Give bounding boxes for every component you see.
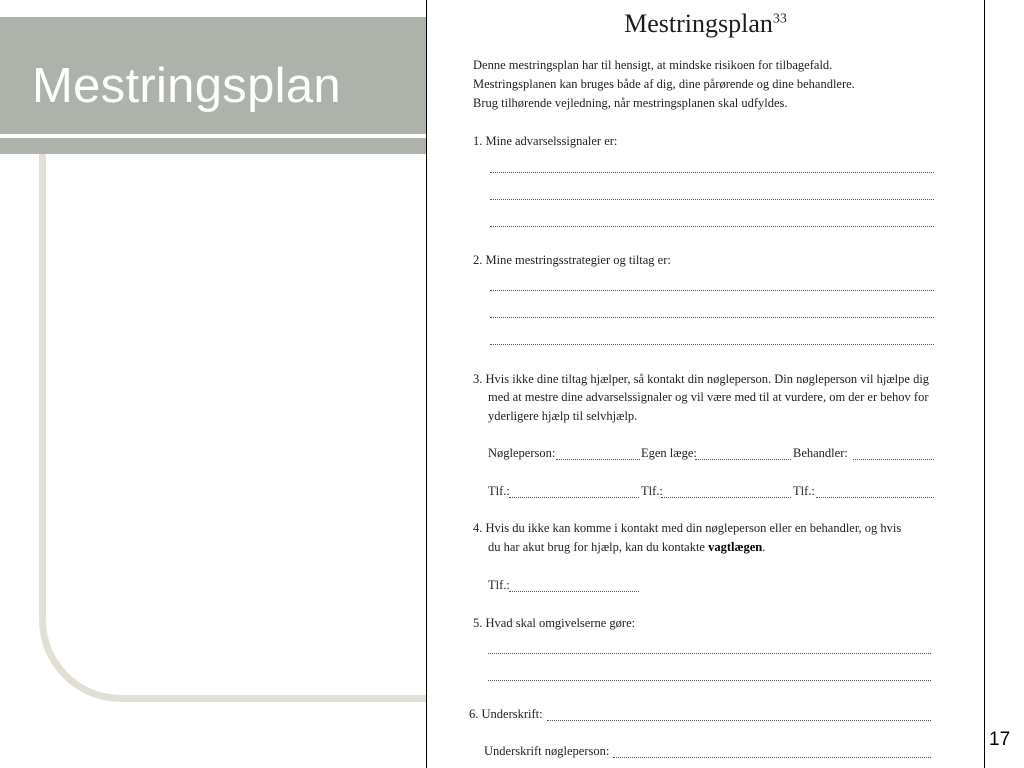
intro-line: Denne mestringsplan har til hensigt, at mindske risikoen for tilbagefald. — [473, 58, 833, 72]
answer-line[interactable] — [488, 680, 931, 681]
answer-line[interactable] — [490, 226, 934, 227]
answer-line[interactable] — [490, 344, 934, 345]
q4-text: du har akut brug for hjælp, kan du kontakte — [488, 540, 709, 554]
tlf-field[interactable] — [661, 497, 791, 498]
noegleperson-label: Nøgleperson: — [488, 446, 556, 460]
answer-line[interactable] — [490, 172, 934, 173]
answer-line[interactable] — [490, 199, 934, 200]
tlf-label: Tlf.: — [793, 484, 815, 498]
tlf-label: Tlf.: — [641, 484, 663, 498]
behandler-label: Behandler: — [793, 446, 848, 460]
title-accent-stripe — [0, 138, 426, 154]
behandler-field[interactable] — [853, 459, 934, 460]
q4-period: . — [762, 540, 766, 554]
noegleperson-field[interactable] — [556, 459, 640, 460]
tlf-field[interactable] — [816, 497, 934, 498]
vagtlaegen-emphasis: vagtlægen — [708, 540, 763, 554]
egen-laege-label: Egen læge: — [641, 446, 697, 460]
question-6: 6. Underskrift: — [469, 707, 543, 721]
slide-title: Mestringsplan — [32, 59, 341, 113]
slide-page-number: 17 — [989, 729, 1011, 750]
mestringsplan-form — [426, 0, 985, 768]
question-3-line: yderligere hjælp til selvhjælp. — [488, 409, 638, 423]
form-title — [427, 9, 984, 39]
question-2: 2. Mine mestringsstrategier og tiltag er: — [473, 253, 671, 267]
tlf-field[interactable] — [509, 497, 639, 498]
tlf-label: Tlf.: — [488, 484, 510, 498]
egen-laege-field[interactable] — [695, 459, 791, 460]
answer-line[interactable] — [488, 653, 931, 654]
question-4-line: 4. Hvis du ikke kan komme i kontakt med din nøgleperson eller en behandler, og hvis — [473, 521, 902, 535]
question-1: 1. Mine advarselssignaler er: — [473, 134, 618, 148]
signature-field[interactable] — [547, 720, 931, 721]
signature-keyperson-label: Underskrift nøgleperson: — [484, 744, 610, 758]
tlf-field[interactable] — [509, 591, 639, 592]
signature-keyperson-field[interactable] — [613, 757, 931, 758]
intro-line: Mestringsplanen kan bruges både af dig, dine pårørende og dine behandlere. — [473, 77, 855, 91]
form-title-footnote: 33 — [772, 11, 787, 27]
question-3-line: med at mestre dine advarselssignaler og vil være med til at vurdere, om der er behov for — [488, 390, 929, 404]
question-5: 5. Hvad skal omgivelserne gøre: — [473, 616, 636, 630]
form-title-text: Mestringsplan — [624, 9, 773, 38]
question-3-line: 3. Hvis ikke dine tiltag hjælper, så kontakt din nøgleperson. Din nøgleperson vil hjælpe dig — [473, 372, 930, 386]
answer-line[interactable] — [490, 317, 934, 318]
tlf-label: Tlf.: — [488, 578, 510, 592]
question-4-line — [488, 540, 765, 555]
intro-line: Brug tilhørende vejledning, når mestringsplanen skal udfyldes. — [473, 96, 788, 110]
answer-line[interactable] — [490, 290, 934, 291]
